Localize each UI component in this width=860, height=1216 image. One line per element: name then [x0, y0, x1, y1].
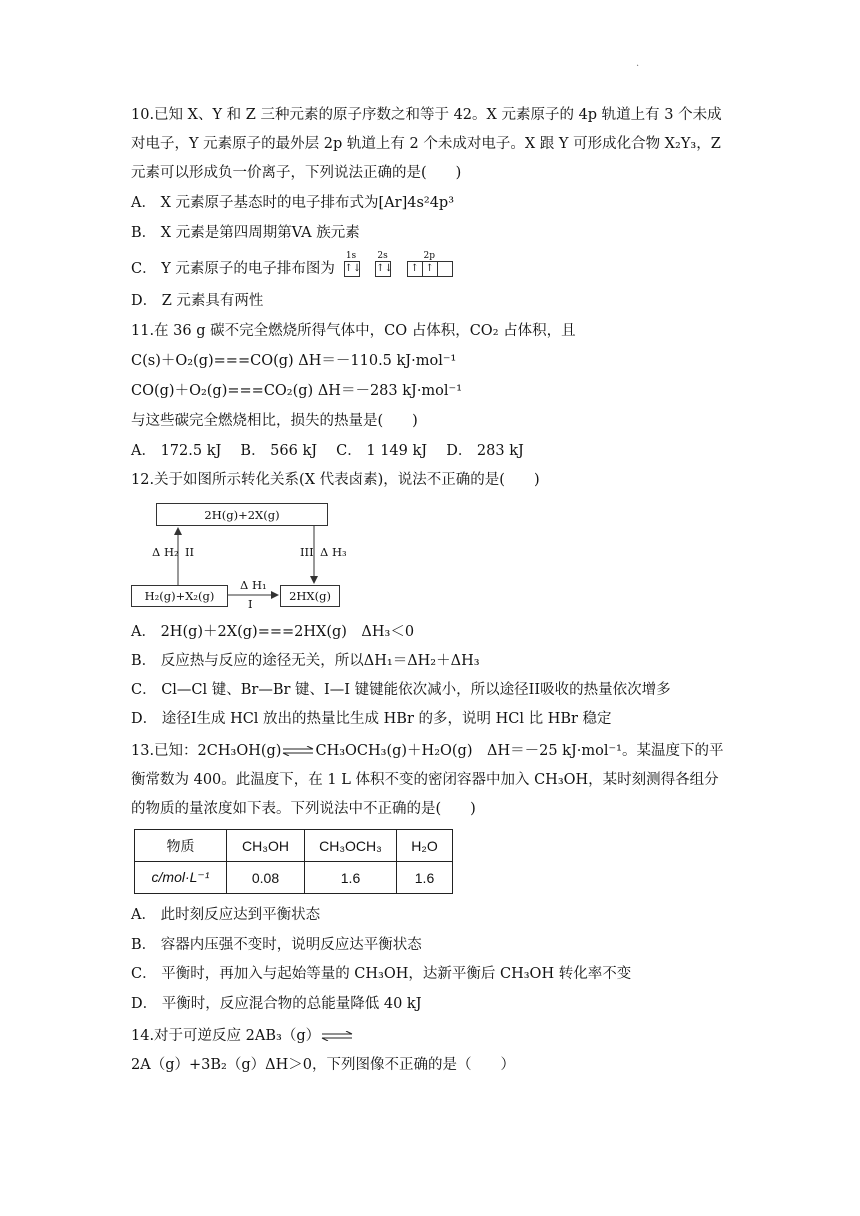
table-cell: 1.6 — [397, 862, 453, 894]
page-marker: . — [636, 58, 640, 69]
table-header-row — [135, 830, 453, 862]
path1-number: I — [248, 597, 253, 611]
q10-option-a: A． X 元素原子基态时的电子排布式为[Ar]4s²4p³ — [131, 195, 455, 211]
equilibrium-arrow-icon — [281, 746, 315, 756]
q13-option-d: D． 平衡时，反应混合物的总能量降低 40 kJ — [131, 996, 422, 1012]
q12-option-b: B． 反应热与反应的途径无关，所以ΔH₁＝ΔH₂＋ΔH₃ — [131, 653, 480, 669]
diagram-right-state: 2HX(g) — [280, 585, 340, 607]
q10-stem: 10.已知 X、Y 和 Z 三种元素的原子序数之和等于 42。X 元素原子的 4p 轨道上有 3 个未成对电子，Y 元素原子的最外层 2p 轨道上有 2 个未成对电子。X 跟 Y 可形成化合物 X₂Y₃，Z 元素可以形成负一价离子，下列说法正确的是( ) — [131, 107, 722, 181]
q13-stem-part-b: CH₃OCH₃(g)＋H₂O(g) ΔH＝－25 kJ·mol⁻¹。某温度下的平衡常数为 400。此温度下，在 1 L 体积不变的密闭容器中加入 CH₃OH，某时刻测得各组分的物质的量浓度如下表。下列说法中不正确的是( ) — [131, 743, 724, 817]
concentration-table — [134, 829, 453, 894]
orbital-2s: 2s ↑↓ — [375, 259, 390, 279]
path2-dh-label: Δ H₂ — [152, 545, 179, 559]
table-header-cell: 物质 — [135, 830, 227, 862]
table-header-cell: CH₃OH — [227, 830, 305, 862]
q10-option-b: B． X 元素是第四周期第VA 族元素 — [131, 225, 360, 241]
table-header-cell: H₂O — [397, 830, 453, 862]
q12-option-a: A． 2H(g)＋2X(g)===2HX(g) ΔH₃＜0 — [131, 624, 415, 640]
q12-option-d: D． 途径I生成 HCl 放出的热量比生成 HBr 的多，说明 HCl 比 HBr 稳定 — [131, 711, 612, 727]
table-cell: 0.08 — [227, 862, 305, 894]
table-row — [135, 862, 453, 894]
q11-options: A． 172.5 kJ B． 566 kJ C． 1 149 kJ D． 283 kJ — [131, 443, 524, 459]
diagram-left-state: H₂(g)+X₂(g) — [131, 585, 228, 607]
table-cell: 1.6 — [305, 862, 397, 894]
path3-number: III — [300, 545, 314, 559]
diagram-top-state: 2H(g)+2X(g) — [156, 503, 328, 526]
q11-stem: 11.在 36 g 碳不完全燃烧所得气体中，CO 占体积，CO₂ 占体积，且 — [131, 323, 576, 339]
q13-option-a: A． 此时刻反应达到平衡状态 — [131, 907, 321, 923]
q13-stem-part-a: 13.已知：2CH₃OH(g) — [131, 743, 282, 759]
equilibrium-arrow-icon — [320, 1031, 354, 1041]
q10-option-d: D． Z 元素具有两性 — [131, 293, 264, 309]
path3-dh-label: Δ H₃ — [320, 545, 347, 559]
table-header-cell: CH₃OCH₃ — [305, 830, 397, 862]
q13-stem — [131, 737, 731, 824]
q11-question: 与这些碳完全燃烧相比，损失的热量是( ) — [131, 413, 418, 429]
q12-option-c: C． Cl—Cl 键、Br—Br 键、I—I 键键能依次减小，所以途径II吸收的热量依次增多 — [131, 682, 671, 698]
q12-stem: 12.关于如图所示转化关系(X 代表卤素)，说法不正确的是( ) — [131, 472, 540, 488]
table-cell: c/mol·L⁻¹ — [135, 862, 227, 894]
q10-option-c-text: C． Y 元素原子的电子排布图为 — [131, 261, 335, 277]
orbital-2p: 2p ↑ ↑ — [407, 259, 452, 279]
path2-number: II — [185, 545, 195, 559]
q14-stem-part-a: 14.对于可逆反应 2AB₃（g） — [131, 1028, 321, 1044]
q14-stem — [131, 1022, 731, 1080]
q13-option-b: B． 容器内压强不变时，说明反应达平衡状态 — [131, 937, 422, 953]
q11-equation-1: C(s)＋O₂(g)===CO(g) ΔH＝－110.5 kJ·mol⁻¹ — [131, 353, 457, 369]
q13-option-c: C． 平衡时，再加入与起始等量的 CH₃OH，达新平衡后 CH₃OH 转化率不变 — [131, 966, 632, 982]
path1-dh-label: Δ H₁ — [240, 578, 267, 592]
q14-stem-part-b: 2A（g）+3B₂（g）ΔH＞0，下列图像不正确的是（ ） — [131, 1057, 515, 1073]
orbital-1s: 1s ↑↓ — [344, 259, 359, 279]
q11-equation-2: CO(g)＋O₂(g)===CO₂(g) ΔH＝－283 kJ·mol⁻¹ — [131, 383, 463, 399]
